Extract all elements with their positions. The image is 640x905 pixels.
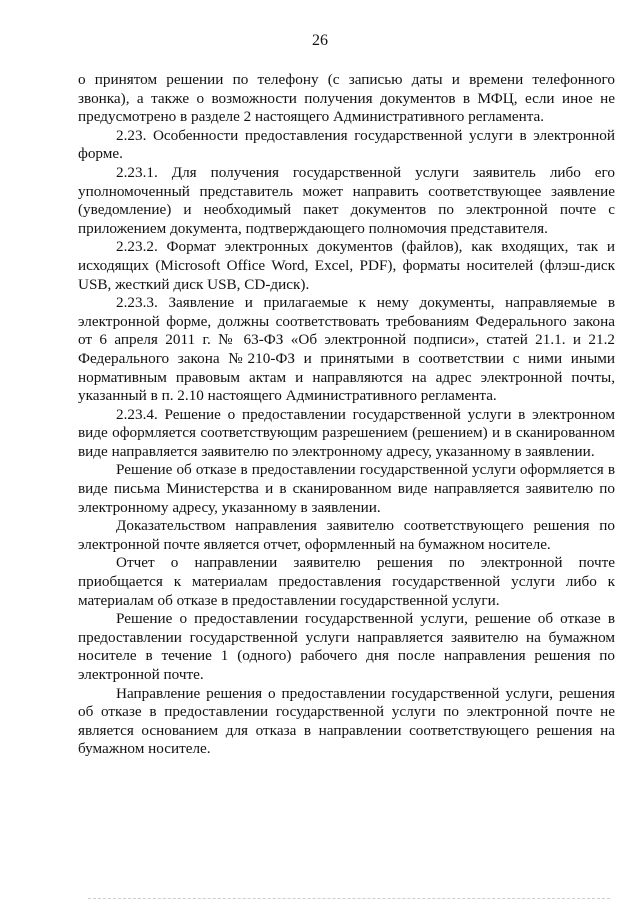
scan-edge-line [88, 898, 610, 899]
paragraph-proof-of-sending: Доказательством направления заявителю соответствующего решения по электронной почте является отчет, оформленный на бумажном носителе. [78, 517, 615, 553]
body-text [78, 71, 615, 759]
paragraph-2-23-2: 2.23.2. Формат электронных документов (файлов), как входящих, так и исходящих (Microsoft Office Word, Excel, PDF), форматы носителей (флэш-диск USB, жесткий диск USB, CD-диск). [78, 238, 615, 293]
paragraph-final: Направление решения о предоставлении государственной услуги, решения об отказе в предоставлении государственной услуги по электронной почте не является основанием для отказа в направлении соответствующего решения на бумажном носителе. [78, 684, 615, 758]
paragraph-report-attachment: Отчет о направлении заявителю решения по электронной почте приобщается к материалам предоставления государственной услуги либо к материалам об отказе в предоставлении государственной услуги. [78, 554, 615, 609]
paragraph-continuation: о принятом решении по телефону (с записью даты и времени телефонного звонка), а также о возможности получения документов в МФЦ, если иное не предусмотрено в разделе 2 настоящего Административного регламента. [78, 71, 615, 126]
paragraph-2-23: 2.23. Особенности предоставления государственной услуги в электронной форме. [78, 126, 615, 163]
paragraph-2-23-4: 2.23.4. Решение о предоставлении государственной услуги в электронном виде оформляется соответствующим разрешением (решением) и в сканированном виде направляется заявителю по электронному адресу, указанному в заявлении. [78, 405, 615, 460]
paragraph-refusal-decision: Решение об отказе в предоставлении государственной услуги оформляется в виде письма Министерства и в сканированном виде направляется заявителю по электронному адресу, указанному в заявлении. [78, 461, 615, 516]
paragraph-2-23-1: 2.23.1. Для получения государственной услуги заявитель либо его уполномоченный представитель может направить соответствующее заявление (уведомление) и необходимый пакет документов по электронной почте с приложением документа, подтверждающего полномочия представителя. [78, 163, 615, 237]
page-number: 26 [312, 32, 328, 49]
paragraph-2-23-3: 2.23.3. Заявление и прилагаемые к нему документы, направляемые в электронной форме, должны соответствовать требованиям Федерального закона от 6 апреля 2011 г. № 63-ФЗ «Об электронной подписи», статей 21.1. и 21.2 Федерального закона №210-ФЗ и принятыми в соответствии с ними иными нормативным правовым актам и направляются на адрес электронной почты, указанный в п. 2.10 настоящего Административного регламента. [78, 294, 615, 405]
paragraph-paper-sending: Решение о предоставлении государственной услуги, решение об отказе в предоставлении государственной услуги направляется заявителю на бумажном носителе в течение 1 (одного) рабочего дня после направления решения по электронной почте. [78, 610, 615, 683]
